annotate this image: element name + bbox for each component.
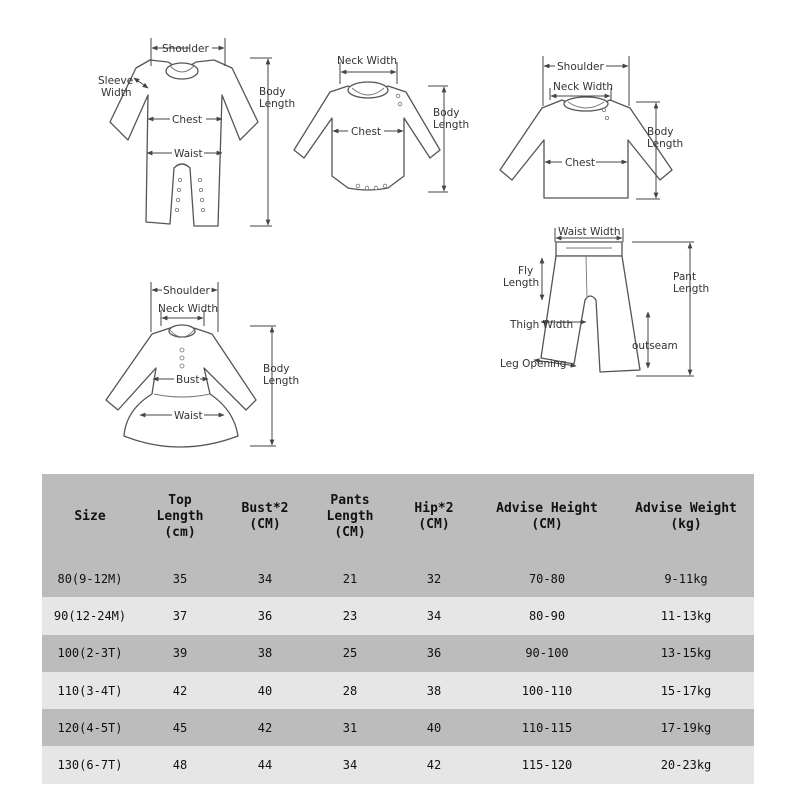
cell-top-length: 42 bbox=[138, 672, 222, 709]
dress-bust-label: Bust bbox=[176, 374, 200, 386]
romper-sleeve-label-1: Sleeve bbox=[98, 75, 134, 87]
cell-advise-height: 110-115 bbox=[476, 709, 618, 746]
cell-size: 130(6-7T) bbox=[42, 746, 138, 783]
pants-illustration bbox=[541, 242, 640, 372]
top-neck-label: Neck Width bbox=[553, 81, 614, 93]
top-shoulder-label: Shoulder bbox=[557, 61, 604, 73]
dress-body-label-1: Body bbox=[263, 363, 290, 375]
cell-pants-length: 21 bbox=[308, 560, 392, 597]
cell-hip: 38 bbox=[392, 672, 476, 709]
cell-hip: 42 bbox=[392, 746, 476, 783]
pants-waist-label: Waist Width bbox=[558, 226, 621, 238]
cell-pants-length: 23 bbox=[308, 597, 392, 634]
cell-bust: 34 bbox=[222, 560, 308, 597]
romper-waist-label: Waist bbox=[174, 148, 203, 160]
cell-size: 100(2-3T) bbox=[42, 635, 138, 672]
romper-body-label-1: Body bbox=[259, 86, 286, 98]
pants-fly-label-2: Length bbox=[503, 277, 540, 289]
cell-advise-weight: 20-23kg bbox=[618, 746, 754, 783]
header-pants-length: Pants Length (CM) bbox=[308, 474, 392, 560]
cell-bust: 42 bbox=[222, 709, 308, 746]
cell-size: 110(3-4T) bbox=[42, 672, 138, 709]
dress-body-label-2: Length bbox=[263, 375, 300, 387]
cell-advise-weight: 17-19kg bbox=[618, 709, 754, 746]
cell-advise-weight: 9-11kg bbox=[618, 560, 754, 597]
cell-pants-length: 31 bbox=[308, 709, 392, 746]
table-row bbox=[42, 746, 754, 783]
header-hip: Hip*2 (CM) bbox=[392, 474, 476, 560]
dress-shoulder-label: Shoulder bbox=[163, 285, 210, 297]
bodysuit-body-label-1: Body bbox=[433, 107, 460, 119]
cell-bust: 40 bbox=[222, 672, 308, 709]
cell-hip: 32 bbox=[392, 560, 476, 597]
pants-fly-label-1: Fly bbox=[518, 265, 534, 277]
pants-leg-label: Leg Opening bbox=[500, 358, 567, 370]
header-bust: Bust*2 (CM) bbox=[222, 474, 308, 560]
cell-bust: 44 bbox=[222, 746, 308, 783]
cell-advise-height: 100-110 bbox=[476, 672, 618, 709]
cell-hip: 40 bbox=[392, 709, 476, 746]
romper-shoulder-label: Shoulder bbox=[162, 43, 209, 55]
cell-size: 80(9-12M) bbox=[42, 560, 138, 597]
romper-body-label-2: Length bbox=[259, 98, 296, 110]
cell-advise-height: 70-80 bbox=[476, 560, 618, 597]
cell-advise-weight: 11-13kg bbox=[618, 597, 754, 634]
table-row bbox=[42, 635, 754, 672]
cell-top-length: 48 bbox=[138, 746, 222, 783]
cell-pants-length: 28 bbox=[308, 672, 392, 709]
dress-diagram bbox=[106, 282, 299, 447]
table-row bbox=[42, 597, 754, 634]
cell-size: 90(12-24M) bbox=[42, 597, 138, 634]
dress-waist-label: Waist bbox=[174, 410, 203, 422]
top-diagram bbox=[500, 56, 683, 199]
bodysuit-body-label-2: Length bbox=[433, 119, 470, 131]
header-top-length: Top Length (cm) bbox=[138, 474, 222, 560]
cell-bust: 38 bbox=[222, 635, 308, 672]
cell-size: 120(4-5T) bbox=[42, 709, 138, 746]
romper-diagram bbox=[98, 38, 295, 226]
table-row bbox=[42, 709, 754, 746]
cell-advise-weight: 13-15kg bbox=[618, 635, 754, 672]
table-row bbox=[42, 672, 754, 709]
cell-pants-length: 34 bbox=[308, 746, 392, 783]
cell-hip: 36 bbox=[392, 635, 476, 672]
table-header-row bbox=[42, 474, 754, 560]
romper-chest-label: Chest bbox=[172, 114, 203, 126]
header-size: Size bbox=[42, 474, 138, 560]
size-chart-table bbox=[42, 474, 754, 784]
dress-illustration bbox=[106, 325, 256, 447]
cell-bust: 36 bbox=[222, 597, 308, 634]
bodysuit-diagram bbox=[294, 55, 469, 192]
romper-sleeve-label-2: Width bbox=[101, 87, 132, 99]
pants-thigh-label: Thigh Width bbox=[510, 319, 574, 331]
cell-top-length: 39 bbox=[138, 635, 222, 672]
cell-advise-height: 115-120 bbox=[476, 746, 618, 783]
pants-diagram bbox=[500, 226, 709, 376]
pants-length-label-1: Pant bbox=[673, 271, 697, 283]
pants-outseam-label: outseam bbox=[632, 340, 678, 352]
top-chest-label: Chest bbox=[565, 157, 596, 169]
cell-top-length: 35 bbox=[138, 560, 222, 597]
pants-length-label-2: Length bbox=[673, 283, 710, 295]
header-advise-weight: Advise Weight (kg) bbox=[618, 474, 754, 560]
cell-hip: 34 bbox=[392, 597, 476, 634]
cell-top-length: 45 bbox=[138, 709, 222, 746]
table-row bbox=[42, 560, 754, 597]
cell-advise-height: 80-90 bbox=[476, 597, 618, 634]
dress-neck-label: Neck Width bbox=[158, 303, 219, 315]
header-advise-height: Advise Height (CM) bbox=[476, 474, 618, 560]
cell-advise-weight: 15-17kg bbox=[618, 672, 754, 709]
bodysuit-chest-label: Chest bbox=[351, 126, 382, 138]
top-body-label-2: Length bbox=[647, 138, 684, 150]
top-body-label-1: Body bbox=[647, 126, 674, 138]
cell-pants-length: 25 bbox=[308, 635, 392, 672]
cell-advise-height: 90-100 bbox=[476, 635, 618, 672]
bodysuit-neck-label: Neck Width bbox=[337, 55, 398, 67]
cell-top-length: 37 bbox=[138, 597, 222, 634]
